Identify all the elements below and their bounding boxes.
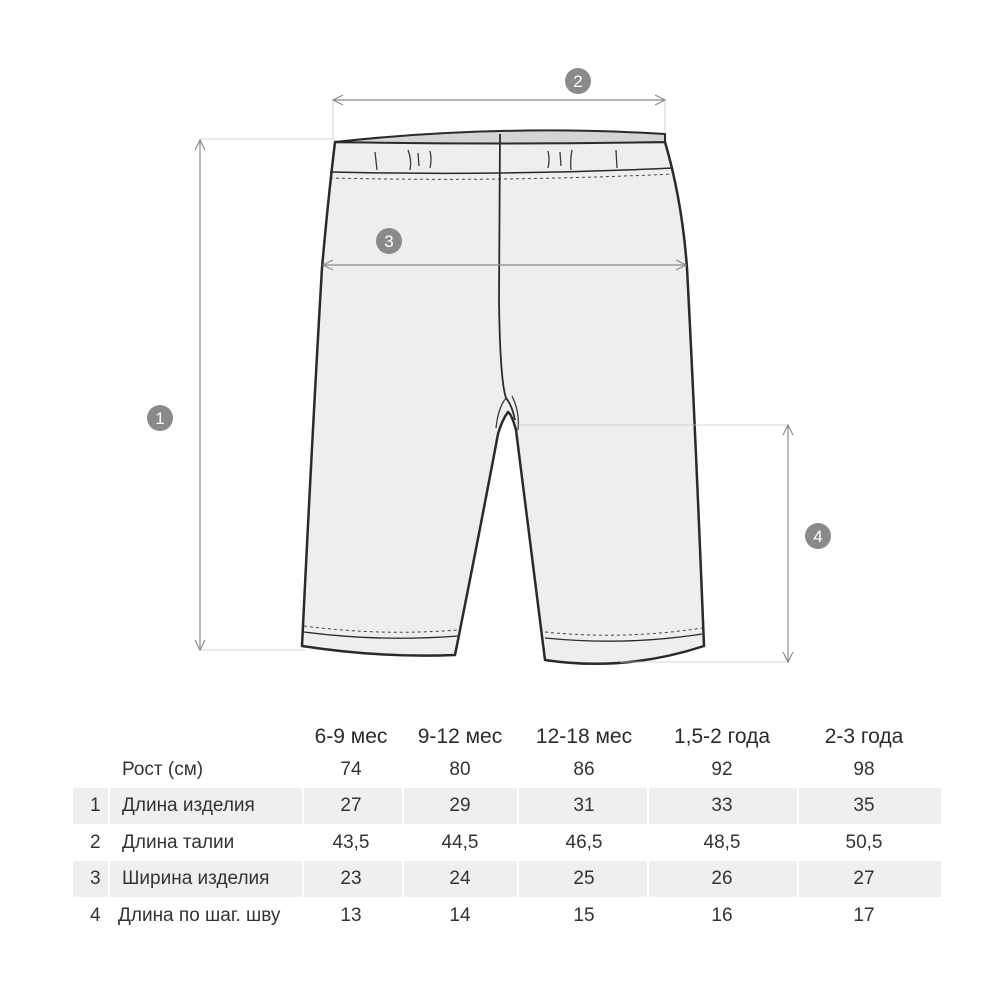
- size-header: 6-9 мес: [314, 725, 388, 748]
- table-header-row: [0, 718, 1000, 756]
- table-cell: 46,5: [565, 832, 603, 853]
- table-cell: 26: [711, 868, 733, 889]
- table-cell: 29: [449, 795, 471, 816]
- table-row: [0, 898, 1000, 934]
- row-label: Длина изделия: [122, 795, 255, 816]
- table-cell: 14: [449, 905, 471, 926]
- row-number: 4: [90, 905, 101, 926]
- badge-4-label: 4: [813, 527, 823, 546]
- table-cell: 31: [573, 795, 595, 816]
- table-cell: 43,5: [332, 832, 370, 853]
- table-cell: 35: [853, 795, 875, 816]
- badge-4: [805, 523, 831, 549]
- row-number: 3: [90, 868, 101, 889]
- size-chart-table: [0, 718, 1000, 958]
- table-cell: 23: [340, 868, 362, 889]
- table-row: [0, 752, 1000, 788]
- table-row: [0, 861, 1000, 897]
- table-cell: 50,5: [845, 832, 883, 853]
- table-cell: 86: [573, 759, 595, 780]
- row-label: Ширина изделия: [122, 868, 270, 889]
- badge-2-label: 2: [573, 72, 583, 91]
- size-header: 12-18 мес: [535, 725, 633, 748]
- table-cell: 25: [573, 868, 595, 889]
- table-cell: 74: [340, 759, 362, 780]
- table-cell: 17: [853, 905, 875, 926]
- row-label: Длина по шаг. шву: [118, 905, 281, 926]
- size-header: 9-12 мес: [417, 725, 503, 748]
- badge-2: [565, 68, 591, 94]
- badge-1: [147, 405, 173, 431]
- table-cell: 80: [449, 759, 471, 780]
- badge-3-label: 3: [384, 232, 394, 251]
- table-cell: 27: [340, 795, 362, 816]
- table-cell: 92: [711, 759, 733, 780]
- table-cell: 13: [340, 905, 362, 926]
- table-cell: 44,5: [441, 832, 479, 853]
- table-row: [0, 788, 1000, 824]
- leggings-drawing: [302, 130, 704, 663]
- row-number: 1: [90, 795, 101, 816]
- table-row: [0, 825, 1000, 861]
- table-cell: 15: [573, 905, 595, 926]
- table-cell: 33: [711, 795, 733, 816]
- table-cell: 16: [711, 905, 733, 926]
- size-header: 2-3 года: [824, 725, 904, 748]
- row-label: Рост (см): [122, 759, 204, 780]
- table-cell: 24: [449, 868, 471, 889]
- table-cell: 98: [853, 759, 875, 780]
- table-cell: 48,5: [703, 832, 741, 853]
- row-number: 2: [90, 832, 101, 853]
- badge-3: [376, 228, 402, 254]
- badge-1-label: 1: [155, 409, 165, 428]
- size-header: 1,5-2 года: [673, 725, 771, 748]
- table-cell: 27: [853, 868, 875, 889]
- row-label: Длина талии: [122, 832, 235, 853]
